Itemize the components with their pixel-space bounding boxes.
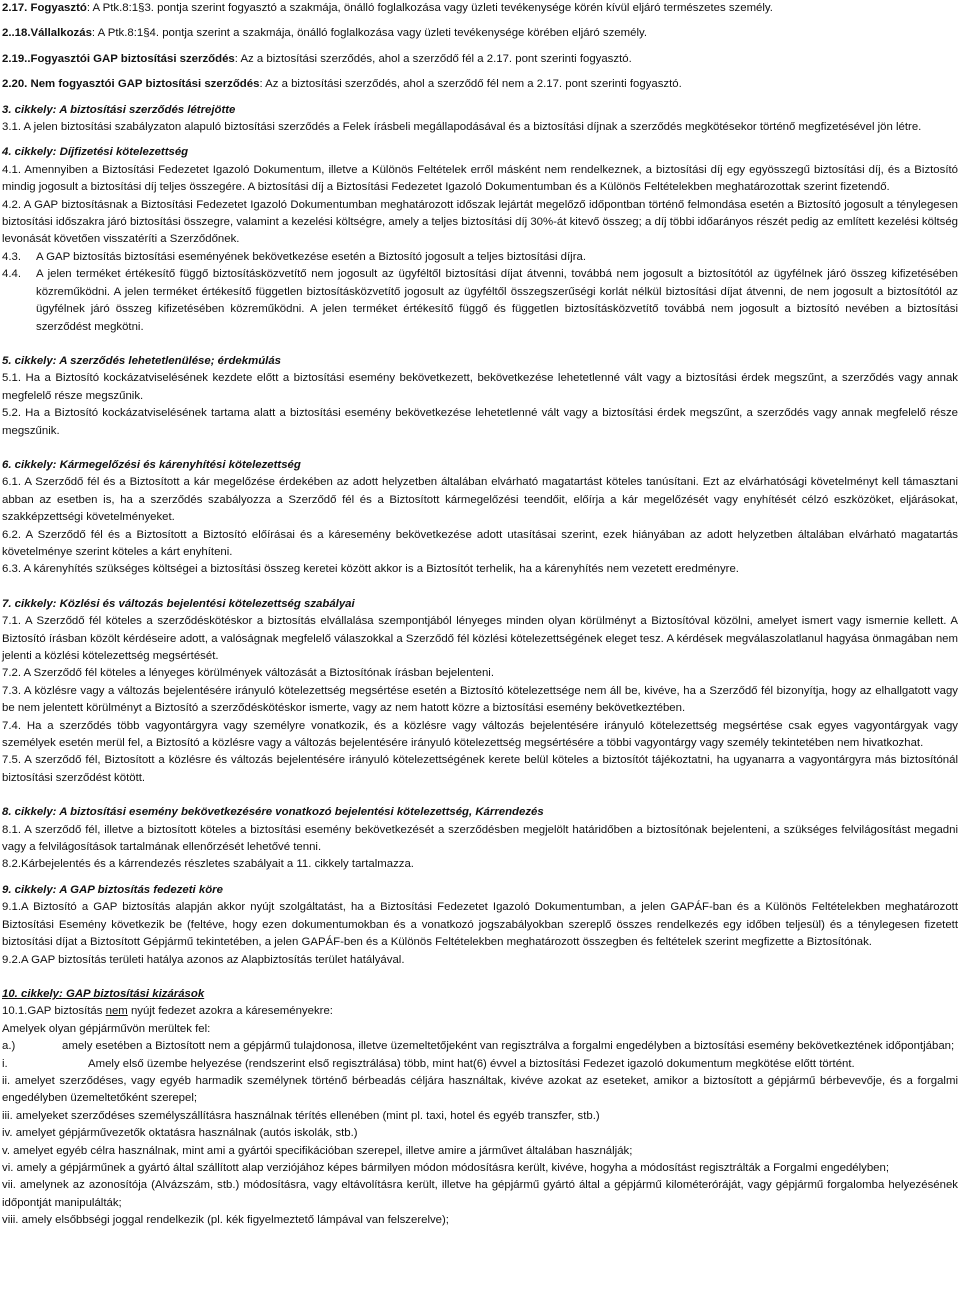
section-10-heading: 10. cikkely: GAP biztosítási kizárások <box>2 987 205 1000</box>
definition-2-19 <box>2 51 958 68</box>
definition-term: 2..18.Vállalkozás <box>2 27 92 40</box>
paragraph-5-1: 5.1. Ha a Biztosító kockázatviselésének kezdete előtt a biztosítási esemény bekövetkezett, bekövetkezése lehetetlenné vált vagy a biztosítási érdek megszűnt, a szerződés vagy annak megfelelő része megszűnik. <box>2 372 958 402</box>
paragraph-text: A GAP biztosítás biztosítási eseményének bekövetkezése esetén a Biztosító jogosult a teljes biztosítási díjra. <box>36 250 586 263</box>
paragraph-8-1: 8.1. A szerződő fél, illetve a biztosított köteles a biztosítási esemény bekövetkezését a szerződésben megjelölt határidőben a biztosítónak bejelenteni, a szükséges felvilágosítást megadni vagy a felvilágosítások tartalmának ellenőrzését lehetővé tenni. <box>2 823 958 854</box>
exclusion-v: v. amelyet egyéb célra használnak, mint ami a gyártói specifikációban szerepel, illetve amire a járművet általában használják; <box>2 1144 633 1157</box>
exclusion-iv: iv. amelyet gépjárművezetők oktatásra használnak (autós iskolák, stb.) <box>2 1127 358 1140</box>
paragraph-10-intro: Amelyek olyan gépjárművön merültek fel: <box>2 1022 211 1035</box>
definition-2-18 <box>2 25 958 42</box>
paragraph-6-3: 6.3. A kárenyhítés szükséges költségei a biztosítási összeg keretei között akkor is a Biztosítót terhelik, ha a kárenyhítés nem vezetett eredményre. <box>2 563 739 576</box>
paragraph-6-1: 6.1. A Szerződő fél és a Biztosított a kár megelőzése érdekében az adott helyzetben általában elvárható magatartást köteles tanúsítani. Ezt az elvárhatósági követelményt kell támasztani abban az esetben is, ha a szerződés szabályozza a Szerződő fél és a Biztosított kármegelőzési teendőit, előírja a kár megelőzését vagy enyhítését célzó eszközöket, eljárásokat, szakképzettségi követelményeket. <box>2 476 958 524</box>
section-7-heading: 7. cikkely: Közlési és változás bejelentési kötelezettség szabályai <box>2 597 355 610</box>
section-4-heading: 4. cikkely: Díjfizetési kötelezettség <box>2 146 189 159</box>
exclusion-ii: ii. amelyet szerződéses, vagy egyéb harmadik személynek történő bérbeadás céljára használtak, kivéve azokat az eseteket, amikor a biztosított a gépjármű bérbevevője, és a forgalmi engedélyben üzemeltetőként szerepel; <box>2 1074 958 1105</box>
list-marker: a.) <box>2 1040 16 1053</box>
paragraph-text: 10.1.GAP biztosítás <box>2 1005 106 1018</box>
section-5-heading: 5. cikkely: A szerződés lehetetlenülése; érdekmúlás <box>2 354 281 367</box>
paragraph-4-1: 4.1. Amennyiben a Biztosítási Fedezetet Igazoló Dokumentum, illetve a Különös Feltételek erről másként nem rendelkeznek, a biztosítási díj egy egyösszegű biztosítási díj, és a Biztosító mindig jogosult a biztosítási díj teljes összegére. A biztosítási díj a Biztosítási Fedezetet Igazoló Dokumentumban és a Különös Feltételekben meghatározottak szerint fizetendő. <box>2 163 958 194</box>
paragraph-7-5: 7.5. A szerződő fél, Biztosított a közlésre és változás bejelentésére irányuló kötelezettségének kerete belül köteles a biztosítót tájékoztatni, ha ugyanarra a vagyontárgyra más biztosítónál biztosítási szerződést kötött. <box>2 754 958 784</box>
exclusion-i <box>2 1056 958 1073</box>
exclusion-vi: vi. amely a gépjárműnek a gyártó által szállított alap verziójához képes bármilyen módon módosításra került, kivéve, hogyha a módosítást regisztrálták a Forgalmi engedélyben; <box>2 1161 890 1174</box>
paragraph-text: nyújt fedezet azokra a káreseményekre: <box>127 1005 333 1018</box>
exclusion-viii: viii. amely elsőbbségi joggal rendelkezik (pl. kék figyelmeztető lámpával van felszerelve); <box>2 1214 449 1227</box>
definition-term: 2.19..Fogyasztói GAP biztosítási szerződés <box>2 52 235 65</box>
paragraph-5-2: 5.2. Ha a Biztosító kockázatviselésének tartama alatt a biztosítási esemény bekövetkezése lehetetlenné vált vagy a biztosítási érdek megszűnt, a szerződés vagy annak megfelelő része megszűnik. <box>2 407 958 437</box>
definition-text: : Az a biztosítási szerződés, ahol a szerződő fél nem a 2.17. pont szerinti fogyasztó. <box>259 78 682 91</box>
definition-2-20 <box>2 76 958 93</box>
section-8-heading: 8. cikkely: A biztosítási esemény bekövetkezésére vonatkozó bejelentési kötelezettség, Kárrendezés <box>2 806 544 819</box>
paragraph-4-2: 4.2. A GAP biztosításnak a Biztosítási Fedezetet Igazoló Dokumentumban meghatározott időszak lejártát megelőző időpontban történő felmondása esetén a Biztosító jogosult a ténylegesen biztosítási időszakra járó biztosítási összegre, valamint a kezelési költségre, amely a teljes biztosítási díj 30%-át kitevő összeg; a díj többi időarányos részét pedig az említett kezelési költség levonását követően visszatéríti a Szerződőnek. <box>2 198 958 246</box>
section-6-heading: 6. cikkely: Kármegelőzési és kárenyhítési kötelezettség <box>2 458 301 471</box>
exclusion-text: Amely első üzembe helyezése (rendszerint első regisztrálása) több, mint hat(6) évvel a biztosítási Fedezet igazoló dokumentum megkötése előtt történt. <box>88 1057 855 1070</box>
paragraph-9-2: 9.2.A GAP biztosítás területi hatálya azonos az Alapbiztosítás terület hatályával. <box>2 953 405 966</box>
definition-text: : A Ptk.8:1§3. pontja szerint fogyasztó a szakmája, önálló foglalkozása vagy üzleti tevékenysége körén kívül eljáró természetes személy. <box>86 2 773 14</box>
definition-text: : A Ptk.8:1§4. pontja szerint a szakmája, önálló foglalkozása vagy üzleti tevékenysége körében eljáró személy. <box>91 27 647 40</box>
paragraph-7-2: 7.2. A Szerződő fél köteles a lényeges körülmények változását a Biztosítónak írásban bejelenteni. <box>2 667 494 680</box>
exclusion-iii: iii. amelyeket szerződéses személyszállításra használnak térítés ellenében (mint pl. taxi, hotel és egyéb transzfer, stb.) <box>2 1109 600 1122</box>
paragraph-4-3 <box>2 249 958 266</box>
paragraph-9-1: 9.1.A Biztosító a GAP biztosítás alapján akkor nyújt szolgáltatást, ha a Biztosítási Fedezetet Igazoló Dokumentumban, a jelen GAPÁF-ban és a Különös Feltételekben meghatározott Biztosítási Esemény következik be (feltéve, hogy ezen dokumentumokban és a vonatkozó jogszabályokban szereplő összes rendelkezés egy időben teljesül) és a ténylegesen fizetett biztosítási díjat a Biztosított Gépjármű tekintetében, a jelen GAPÁF-ben és a Különös Feltételekben meghatározott összegben és feltételek szerint megfizette a Biztosítónak. <box>2 901 958 949</box>
definition-text: : Az a biztosítási szerződés, ahol a szerződő fél a 2.17. pont szerinti fogyasztó. <box>234 52 632 65</box>
paragraph-7-3: 7.3. A közlésre vagy a változás bejelentésére irányuló kötelezettség megsértése esetén a Biztosító kötelezettsége nem áll be, kivéve, ha a Szerződő fél bizonyítja, hogy az elhallgatott vagy be nem jelentett körülményt a Biztosító a szerződéskötéskor ismerte, vagy az nem hatott közre a biztosítási esemény bekövetkeztében. <box>2 684 958 715</box>
paragraph-6-2: 6.2. A Szerződő fél és a Biztosított a Biztosító előírásai és a káresemény bekövetkezése adott utasításai szerint, ezek hiányában az adott helyzetben általában elvárható magatartás követelménye szerint köteles a kárt enyhíteni. <box>2 528 958 558</box>
paragraph-4-4 <box>2 266 958 336</box>
definition-term: 2.20. Nem fogyasztói GAP biztosítási szerződés <box>2 78 260 91</box>
list-marker: i. <box>2 1057 8 1070</box>
section-9-heading: 9. cikkely: A GAP biztosítás fedezeti köre <box>2 883 223 896</box>
paragraph-7-4: 7.4. Ha a szerződés több vagyontárgyra vagy személyre vonatkozik, és a közlésre vagy változás bejelentésére irányuló kötelezettség megsértése csak egyes vagyontárgyak vagy személyek esetén merül fel, a Biztosító a közlésre vagy a változás bejelentésére irányuló kötelezettség megsértésére a többi vagyontárgy vagy személy tekintetében nem hivatkozhat. <box>2 719 958 750</box>
exclusion-a <box>2 1038 958 1055</box>
paragraph-3-1: 3.1. A jelen biztosítási szabályzaton alapuló biztosítási szerződés a Felek írásbeli megállapodásával és a biztosítási díjnak a szerződés megkötésekor történő megfizetésével jön létre. <box>2 121 922 134</box>
paragraph-7-1: 7.1. A Szerződő fél köteles a szerződéskötéskor a biztosítás elvállalása szempontjából lényeges minden olyan körülményt a Biztosítóval közölni, amelyet ismert vagy ismernie kellett. A Biztosító írásban közölt kérdéseire adott, a valóságnak megfelelő válaszokkal a Szerződő fél közlési kötelezettségének eleget tesz. A kérdések megválaszolatlanul hagyása önmagában nem jelenti a közlési kötelezettség megsértését. <box>2 615 958 662</box>
paragraph-number: 4.4. <box>2 268 21 281</box>
paragraph-10-1 <box>2 1003 958 1020</box>
paragraph-number: 4.3. <box>2 250 21 263</box>
definition-2-17 <box>2 0 958 17</box>
paragraph-text: A jelen terméket értékesítő függő biztosításközvetítő nem jogosult az ügyféltől biztosítási díjat átvenni, továbbá nem jogosult a biztosítótól az ügyfélnek járó összeg kifizetésében közreműködni. A jelen terméket értékesítő független biztosításközvetítő jogosult az ügyféltől összegszerűségi korlát nélkül biztosítási díjat átvenni, de nem jogosult a biztosítótól az ügyfélnek járó összeg kifizetésében közreműködni. A jelen terméket értékesítő függő és független biztosításközvetítő továbbá nem jogosult a biztosító nevében a biztosítási szerződést megkötni. <box>36 268 958 333</box>
paragraph-8-2: 8.2.Kárbejelentés és a kárrendezés részletes szabályait a 11. cikkely tartalmazza. <box>2 858 414 871</box>
underlined-word: nem <box>105 1005 128 1018</box>
exclusion-vii: vii. amelynek az azonosítója (Alvázszám, stb.) módosításra, vagy eltávolításra került, illetve ha gépjármű gyártó által a gépjármű kilométeróráját, vagy gépjármű forgalomba helyezésének időpontját manipulálták; <box>2 1179 958 1209</box>
definition-term: 2.17. Fogyasztó <box>2 2 87 14</box>
section-3-heading: 3. cikkely: A biztosítási szerződés létrejötte <box>2 103 236 116</box>
exclusion-text: amely esetében a Biztosított nem a gépjármű tulajdonosa, illetve üzemeltetőjeként van regisztrálva a forgalmi engedélyben a biztosítási esemény bekövetkeztének időpontjában; <box>62 1040 955 1053</box>
